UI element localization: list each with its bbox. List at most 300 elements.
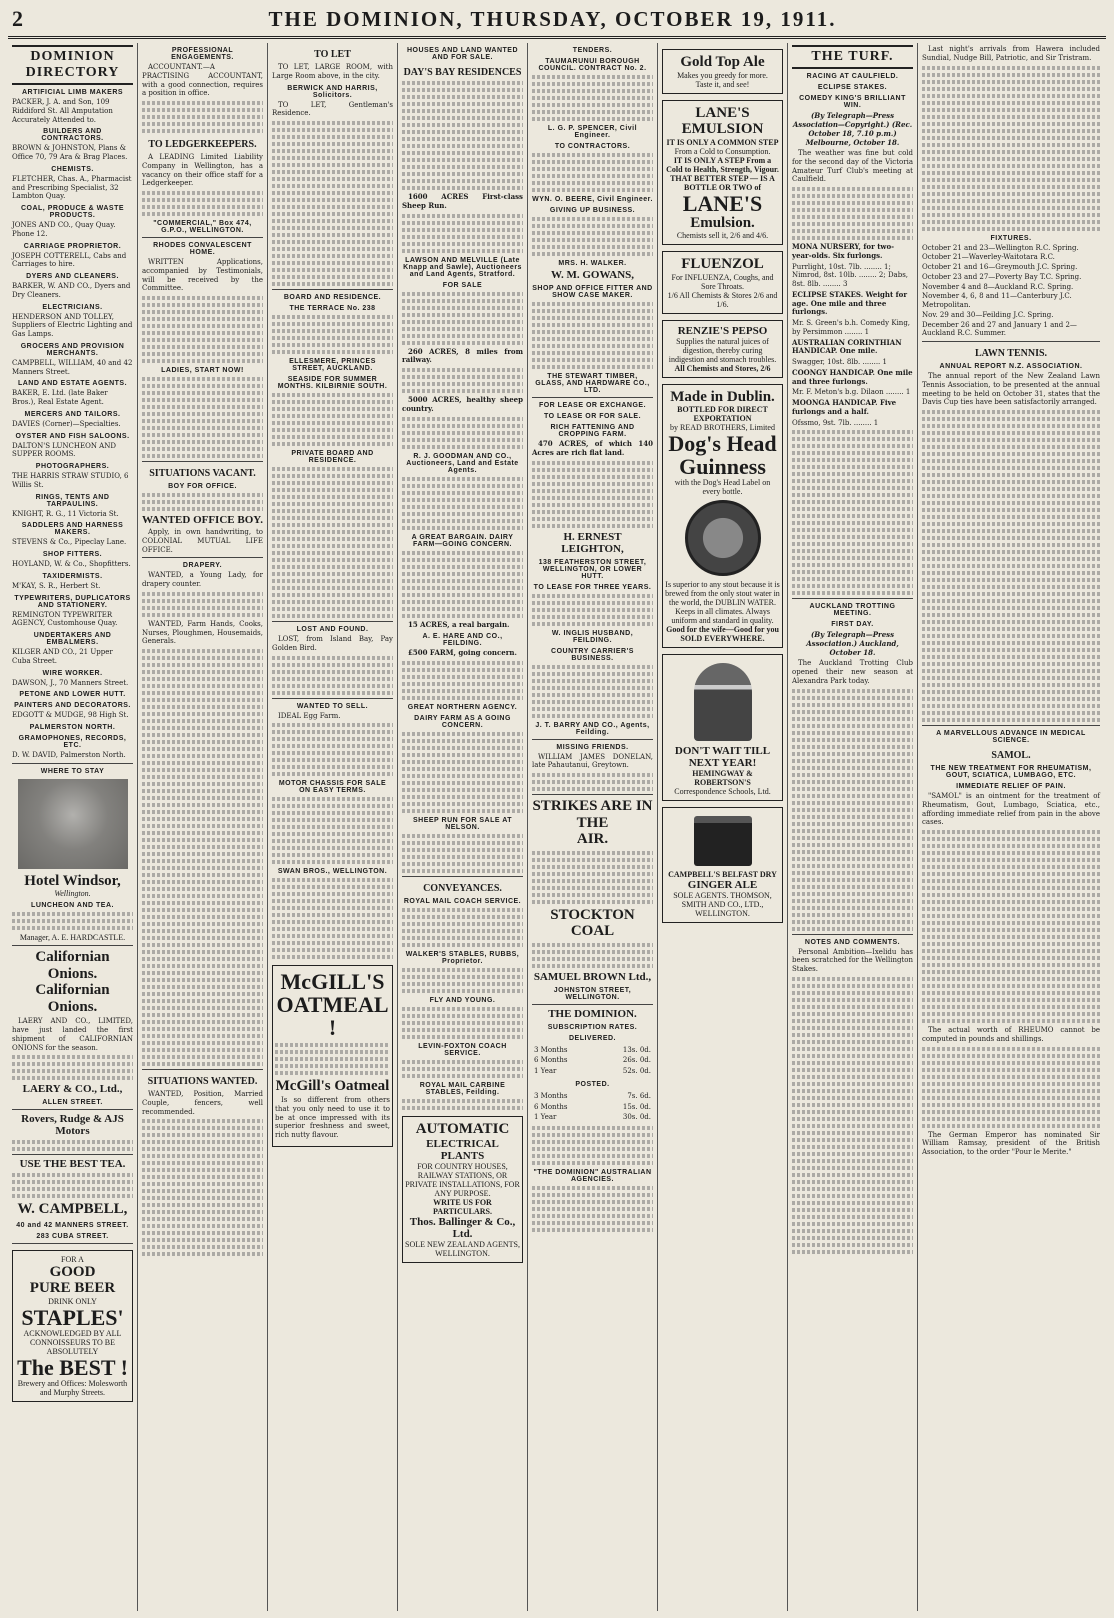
farm-hands-ad: WANTED, Farm Hands, Cooks, Nurses, Ploughmen, Housemaids, Generals.: [142, 619, 263, 646]
column-tenders: [528, 43, 658, 1611]
missing-friends-heading: MISSING FRIENDS.: [556, 743, 629, 751]
directory-section-heading: GRAMOPHONES, RECORDS, ETC.: [18, 735, 127, 749]
text-lines: [532, 217, 653, 256]
fixtures-heading: FIXTURES.: [990, 234, 1032, 242]
large-room-ad: TO LET, LARGE ROOM, with Large Room above, in the city.: [272, 63, 393, 80]
carriers-business: COUNTRY CARRIER'S BUSINESS.: [551, 647, 634, 662]
rhodes-heading: RHODES CONVALESCENT HOME.: [153, 242, 252, 256]
column-engagements: [138, 43, 268, 1611]
electrical-line-2: ELECTRICAL PLANTS: [426, 1137, 499, 1162]
divider: [532, 397, 653, 398]
dairy-farm-ad: DAIRY FARM AS A GOING CONCERN.: [414, 715, 511, 729]
column-to-let: [268, 43, 398, 1611]
text-lines: [792, 689, 913, 931]
onions-text: LAERY AND CO., LIMITED, have just landed the first shipment of CALIFORNIAN ONIONS for the season.: [12, 1017, 133, 1052]
directory-section-heading: ARTIFICIAL LIMB MAKERS: [21, 89, 124, 96]
tennis-para: The annual report of the New Zealand Lawn Tennis Association, to be presented at the annual meeting to be held on October 31, states that the Davis Cup ties have been satisfactorily arranged.: [922, 372, 1100, 407]
divider: [12, 763, 133, 764]
text-lines: [532, 1186, 653, 1232]
rovers-title: Rovers, Rudge & AJS Motors: [21, 1113, 124, 1138]
fixture-item: November 4 and 8—Auckland R.C. Spring.: [922, 282, 1074, 291]
tennis-subheading: ANNUAL REPORT N.Z. ASSOCIATION.: [939, 363, 1083, 370]
beer-line-6: ACKNOWLEDGED BY ALL CONNOISSEURS TO BE ABSOLUTELY: [23, 1328, 122, 1356]
lanes-line-4: IT IS ONLY A STEP From a Cold to Health, Strength, Vigour.: [666, 155, 779, 174]
fly-and-young: FLY AND YOUNG.: [429, 997, 496, 1004]
divider: [922, 341, 1100, 342]
lanes-line-7: Emulsion.: [690, 214, 755, 231]
lanes-line-5: THAT BETTER STEP — IS A BOTTLE OR TWO of: [670, 173, 775, 192]
race-detail: Purrlight, 10st. 7lb. ........ 1; Nimrod, 8st. 10lb. ........ 2; Dabs, 8st. 8lb. ........ 3: [792, 262, 909, 288]
directory-entry: CAMPBELL, WILLIAM, 40 and 42 Manners Street.: [12, 358, 133, 376]
lanes-line-1: LANE'S EMULSION: [681, 104, 764, 137]
oatmeal-line-2: OATMEAL !: [276, 992, 389, 1041]
directory-section-heading: BUILDERS AND CONTRACTORS.: [41, 128, 104, 143]
text-lines: [142, 592, 263, 617]
divider: [532, 739, 653, 740]
beer-line-3: PURE BEER: [29, 1280, 116, 1297]
tea-address-2: 283 CUBA STREET.: [36, 1232, 109, 1240]
residence-ad: TO LET, Gentleman's Residence.: [272, 100, 393, 118]
race-detail: Mr. F. Meton's b.g. Dilaon ........ 1: [792, 388, 911, 397]
500-farm-ad: £500 FARM, going concern.: [408, 648, 517, 658]
page-number: 2: [12, 6, 23, 31]
staples-beer-ad: [12, 1250, 133, 1402]
onions-title-2: Californian Onions.: [35, 982, 110, 1015]
leighton-address: 138 FEATHERSTON STREET, WELLINGTON, OR LOWER HUTT.: [538, 558, 647, 580]
private-board: PRIVATE BOARD AND RESIDENCE.: [291, 450, 374, 464]
pepso-line-3: All Chemists and Stores, 2/6: [674, 363, 771, 373]
great-bargain: A GREAT BARGAIN. DAIRY FARM—GOING CONCERN.: [411, 533, 514, 548]
ledgerkeepers-ad: A LEADING Limited Liability Company in Wellington, has a vacancy on their office staff for a Ledgerkeeper.: [142, 153, 263, 188]
conveyances-heading: CONVEYANCES.: [423, 883, 502, 894]
text-lines: [402, 81, 523, 190]
tenders-heading: TENDERS.: [572, 47, 613, 54]
divider: [142, 557, 263, 558]
guinness-line-5: Guinness: [679, 454, 766, 480]
rates-delivered: DELIVERED.: [568, 1034, 616, 1042]
fluenzol-ad: [662, 251, 783, 314]
directory-entry: THE HARRIS STRAW STUDIO, 6 Willis St.: [12, 472, 129, 489]
walkers-stables: WALKER'S STABLES, RUBBS, Proprietor.: [405, 951, 520, 965]
rovers-text-lines: [12, 1140, 133, 1151]
arrivals-para: Last night's arrivals from Hawera included Sundial, Nudge Bill, Patriotic, and Sir Tristram.: [922, 45, 1100, 62]
electrical-plants-ad: [402, 1116, 523, 1263]
trotting-heading: AUCKLAND TROTTING MEETING.: [809, 603, 896, 618]
text-lines: [142, 493, 263, 511]
text-lines: [532, 665, 653, 718]
directory-section-heading: UNDERTAKERS AND EMBALMERS.: [33, 632, 112, 646]
text-lines: [402, 1099, 523, 1110]
seaside-ad: SEASIDE FOR SUMMER MONTHS. KILBIRNIE SOUTH.: [277, 376, 388, 390]
directory-entry: HOYLAND, W. & Co., Shopfitters.: [12, 560, 131, 568]
situations-wanted-heading: SITUATIONS WANTED.: [147, 1076, 258, 1087]
rate-period: 1 Year: [534, 1113, 557, 1122]
sheep-run-ad: 1600 ACRES First-class Sheep Run.: [402, 192, 523, 210]
beer-line-7: The BEST !: [17, 1354, 128, 1380]
guinness-line-2: BOTTLED FOR DIRECT EXPORTATION: [677, 405, 768, 424]
directory-sections: [12, 89, 133, 760]
gold-top-line-1: Gold Top Ale: [680, 54, 765, 70]
lanes-line-3: From a Cold to Consumption.: [674, 146, 771, 156]
tea-firm: W. CAMPBELL,: [17, 1201, 128, 1218]
divider: [792, 598, 913, 599]
fixture-item: October 21 and 23—Wellington R.C. Spring.: [922, 243, 1079, 252]
rate-row: [532, 1112, 653, 1123]
dateline: (By Telegraph—Press Association—Copyright.) (Rec. October 18, 7.10 p.m.) Melbourne, October 18.: [792, 111, 913, 147]
divider: [532, 1004, 653, 1005]
ellesmere: ELLESMERE, PRINCES STREET, AUCKLAND.: [289, 358, 376, 372]
directory-entry: BROWN & JOHNSTON, Plans & Office 70, 79 Ara & Brag Places.: [12, 144, 128, 161]
office-boy-apply: Apply, in own handwriting, to COLONIAL MUTUAL LIFE OFFICE.: [142, 528, 263, 554]
rate-amount: 7s. 6d.: [627, 1091, 651, 1100]
lanes-line-8: Chemists sell it, 2/6 and 4/6.: [676, 231, 769, 241]
board-residence-heading: BOARD AND RESIDENCE.: [283, 294, 382, 301]
pepso-line-1: RENZIE'S PEPSO: [677, 324, 768, 337]
stewart-timber: THE STEWART TIMBER, GLASS, AND HARDWARE CO., LTD.: [535, 373, 650, 394]
text-lines: [402, 477, 523, 530]
drapery-heading: DRAPERY.: [182, 562, 223, 570]
rate-period: 6 Months: [534, 1102, 568, 1111]
directory-section-heading: OYSTER AND FISH SALOONS.: [15, 432, 130, 440]
text-lines: [272, 393, 393, 446]
spencer: L. G. P. SPENCER, Civil Engineer.: [547, 125, 638, 139]
to-contractors: TO CONTRACTORS.: [554, 143, 631, 150]
royal-mail-coach: ROYAL MAIL COACH SERVICE.: [403, 898, 522, 905]
text-lines: [792, 977, 913, 1254]
closing-para: The German Emperor has nominated Sir William Ramsay, president of the British Association, to the order "Pour le Merite.": [922, 1130, 1100, 1156]
hare-co: A. E. HARE AND CO., FEILDING.: [422, 633, 503, 648]
directory-section-heading: TAXIDERMISTS.: [42, 572, 103, 580]
text-lines: [532, 943, 653, 968]
text-lines: [922, 830, 1100, 1023]
fixture-item: November 4, 6, 8 and 11—Canterbury J.C. Metropolitan.: [922, 292, 1072, 309]
text-lines: [272, 467, 393, 618]
beer-line-4: DRINK ONLY: [48, 1296, 97, 1306]
rhodes-ad: WRITTEN Applications, accompanied by Testimonials, will be received by the Committee.: [142, 258, 263, 293]
directory-entry: PACKER, J. A. and Son, 109 Riddiford St. All Amputation Accurately Attended to.: [12, 98, 113, 124]
divider: [12, 1243, 133, 1244]
hotel-name: Hotel Windsor,: [24, 872, 121, 889]
dog-head-label-icon: [685, 500, 761, 576]
goodman-co: R. J. GOODMAN AND CO., Auctioneers, Land and Estate Agents.: [406, 452, 519, 474]
text-lines: [402, 368, 523, 393]
text-lines: [142, 649, 263, 1066]
divider: [12, 1154, 133, 1155]
column-houses-land: [398, 43, 528, 1611]
ginger-line-1: CAMPBELL'S BELFAST DRY: [668, 870, 777, 880]
text-lines: [402, 661, 523, 700]
divider: [142, 461, 263, 462]
oatmeal-line-3: McGill's Oatmeal: [275, 1077, 390, 1094]
text-lines: [142, 191, 263, 216]
text-lines: [402, 1007, 523, 1039]
levin-foxton: LEVIN-FOXTON COACH SERVICE.: [418, 1043, 507, 1057]
gold-top-ale-ad: [662, 49, 783, 94]
situations-wanted-ad: WANTED, Position, Married Couple, fencers, well recommended.: [142, 1090, 263, 1116]
text-lines: [272, 797, 393, 864]
text-lines: [922, 1047, 1100, 1128]
situations-vacant-heading: SITUATIONS VACANT.: [149, 468, 256, 479]
lanes-emulsion-ad: [662, 100, 783, 246]
turf-heading: THE TURF.: [792, 45, 913, 69]
directory-section-heading: SADDLERS AND HARNESS MAKERS.: [21, 522, 124, 537]
strikes-line-1: STRIKES ARE IN THE: [532, 798, 653, 831]
electrical-line-3: FOR COUNTRY HOUSES, RAILWAY STATIONS, OR PRIVATE INSTALLATIONS, FOR ANY PURPOSE.: [405, 1161, 520, 1198]
lanes-line-6: LANE'S: [682, 190, 763, 216]
divider: [12, 945, 133, 946]
text-lines: [532, 851, 653, 904]
ginger-line-2: GINGER ALE: [687, 879, 758, 892]
professional-heading: PROFESSIONAL ENGAGEMENTS.: [171, 47, 234, 61]
beer-line-8: Brewery and Offices: Molesworth and Murphy Streets.: [17, 1378, 128, 1397]
470-acres: 470 ACRES, of which 140 Acres are rich flat land.: [532, 439, 653, 457]
fixture-item: October 23 and 27—Poverty Bay T.C. Spring.: [922, 272, 1082, 281]
masthead: [8, 6, 1106, 39]
three-years: TO LEASE FOR THREE YEARS.: [533, 583, 652, 591]
stockton-coal: STOCKTON COAL: [550, 906, 635, 939]
rate-amount: 30s. 0d.: [622, 1113, 651, 1122]
drapery-ad: WANTED, a Young Lady, for drapery counter.: [142, 571, 263, 588]
text-lines: [532, 75, 653, 121]
rates-title: THE DOMINION.: [548, 1007, 637, 1020]
text-lines: [272, 723, 393, 776]
beer-line-5: STAPLES': [21, 1304, 124, 1330]
gold-top-line-2: Makes you greedy for more.: [677, 70, 768, 80]
race-detail: Mr. S. Green's b.h. Comedy King, by Persimmon ........ 1: [792, 319, 911, 336]
lease-exchange-heading: FOR LEASE OR EXCHANGE.: [538, 402, 647, 409]
trotting-dateline: (By Telegraph—Press Association.) Auckland, October 18.: [806, 630, 899, 658]
school-line-2: HEMINGWAY & ROBERTSON'S: [692, 769, 753, 788]
text-lines: [402, 551, 523, 618]
hotel-place: Wellington.: [54, 889, 91, 899]
barry-co: J. T. BARRY AND CO., Agents, Feilding.: [535, 721, 650, 736]
tennis-heading: LAWN TENNIS.: [974, 348, 1048, 359]
rate-amount: 13s. 0d.: [622, 1045, 651, 1054]
egg-farm-ad: IDEAL Egg Farm.: [278, 711, 341, 720]
fixture-item: October 21 and 16—Greymouth J.C. Spring.: [922, 263, 1078, 271]
donelan: WILLIAM JAMES DONELAN, late Pahautanui, Greytown.: [532, 752, 653, 770]
race-name: COONGY HANDICAP. One mile and three furlongs.: [792, 367, 913, 386]
lost-ad: LOST, from Island Bay, Pay Golden Bird.: [272, 635, 393, 652]
divider: [272, 621, 393, 622]
swan-bros: SWAN BROS., WELLINGTON.: [277, 868, 388, 876]
text-lines: [275, 1043, 390, 1075]
rate-row: [532, 1045, 653, 1056]
directory-entry: DAVIES (Corner)—Specialties.: [12, 419, 121, 428]
text-lines: [402, 834, 523, 873]
rich-farm: RICH FATTENING AND CROPPING FARM.: [550, 424, 635, 438]
guinness-ad: [662, 384, 783, 649]
hotel-lines: LUNCHEON AND TEA.: [31, 902, 114, 910]
man-illustration: [694, 663, 752, 741]
pepso-line-2: Supplies the natural juices of digestion, thereby curing indigestion and stomach troubles.: [668, 336, 777, 364]
hotel-manager: Manager, A. E. HARDCASTLE.: [19, 933, 126, 943]
advance-heading: A MARVELLOUS ADVANCE IN MEDICAL SCIENCE.: [936, 730, 1086, 744]
rate-period: 3 Months: [534, 1045, 568, 1054]
directory-section-heading: ELECTRICIANS.: [42, 303, 103, 311]
ladies-heading: LADIES, START NOW!: [161, 367, 244, 374]
directory-section-heading: GROCERS AND PROVISION MERCHANTS.: [20, 342, 125, 357]
comedy-king-heading: COMEDY KING'S BRILLIANT WIN.: [799, 95, 906, 109]
directory-entry: D. W. DAVID, Palmerston North.: [12, 751, 126, 759]
paper-title: THE DOMINION, THURSDAY, OCTOBER 19, 1911.: [268, 7, 837, 31]
column-sport-medical: [918, 43, 1104, 1611]
divider: [272, 289, 393, 290]
samol-subheading-2: IMMEDIATE RELIEF OF PAIN.: [956, 783, 1066, 790]
ginger-ale-ad: [662, 807, 783, 923]
text-lines: [402, 968, 523, 993]
fixture-item: Nov. 29 and 30—Feilding J.C. Spring.: [922, 310, 1054, 319]
hotel-where-to-stay: WHERE TO STAY: [40, 767, 105, 775]
hotel-text-lines: [12, 912, 133, 930]
guinness-line-1: Made in Dublin.: [670, 388, 775, 405]
mrs-walker: MRS. H. WALKER.: [558, 260, 627, 267]
guinness-line-7: Is superior to any stout because it is brewed from the only stout water in the world, the DUBLIN WATER.: [665, 580, 780, 608]
mcgills-oatmeal-ad: [272, 965, 393, 1147]
rate-period: 3 Months: [534, 1091, 568, 1100]
tea-address-1: 40 and 42 MANNERS STREET.: [16, 1221, 129, 1229]
race-name: AUSTRALIAN CORINTHIAN HANDICAP. One mile.: [792, 337, 902, 356]
lost-found-heading: LOST AND FOUND.: [296, 626, 369, 633]
berwick-harris: BERWICK AND HARRIS, Solicitors.: [287, 84, 378, 99]
directory-section-heading: PETONE AND LOWER HUTT.: [19, 691, 126, 699]
giving-up-business: GIVING UP BUSINESS.: [549, 207, 636, 214]
beere: WYN. O. BEERE, Civil Engineer.: [532, 196, 653, 203]
race-detail: Ofssmo, 9st. 7lb. ........ 1: [792, 418, 879, 427]
directory-section-heading: COAL, PRODUCE & WASTE PRODUCTS.: [20, 205, 125, 219]
directory-heading: DOMINION DIRECTORY: [12, 45, 133, 85]
samuel-address: JOHNSTON STREET, WELLINGTON.: [553, 986, 632, 1001]
notes-heading: NOTES AND COMMENTS.: [804, 938, 901, 946]
text-lines: [272, 656, 393, 695]
ledgerkeepers-address: "COMMERCIAL," Box 474, G.P.O., WELLINGTON.: [153, 220, 252, 234]
race-name: ECLIPSE STAKES. Weight for age. One mile and three furlongs.: [792, 289, 908, 317]
text-lines: [402, 214, 523, 253]
directory-section-heading: LAND AND ESTATE AGENTS.: [17, 380, 128, 388]
directory-section-heading: CHEMISTS.: [51, 165, 94, 173]
directory-section-heading: DYERS AND CLEANERS.: [26, 273, 119, 280]
race-name: MONA NURSERY, for two-year-olds. Six furlongs.: [792, 242, 895, 260]
rates-subtitle: SUBSCRIPTION RATES.: [547, 1023, 638, 1031]
directory-entry: JOSEPH COTTERELL, Cabs and Carriages to hire.: [12, 251, 127, 269]
great-northern: GREAT NORTHERN AGENCY.: [407, 704, 518, 711]
onions-firm: LAERY & CO., Ltd.,: [22, 1083, 123, 1096]
5000-acres-ad: 5000 ACRES, healthy sheep country.: [402, 395, 523, 413]
electrical-line-5: Thos. Ballinger & Co., Ltd.: [409, 1215, 516, 1240]
school-line-3: Correspondence Schools, Ltd.: [674, 787, 771, 797]
text-lines: [272, 121, 393, 286]
guinness-line-8: Keeps in all climates. Always uniform and standard in quality.: [671, 607, 774, 626]
column-turf: [788, 43, 918, 1611]
husband: W. INGLIS HUSBAND, FEILDING.: [551, 629, 634, 644]
rate-row: [532, 1102, 653, 1113]
directory-section-heading: TYPEWRITERS, DUPLICATORS AND STATIONERY.: [14, 594, 131, 609]
15-acres-ad: 15 ACRES, a real bargain.: [408, 619, 510, 629]
taumarunui: TAUMARUNUI BOROUGH COUNCIL. CONTRACT No. 2.: [538, 58, 647, 72]
directory-entry: M'KAY, S. R., Herbert St.: [12, 581, 101, 590]
eclipse-heading: ECLIPSE STAKES.: [817, 84, 888, 91]
text-lines: [402, 292, 523, 345]
text-lines: [532, 1126, 653, 1165]
days-bay-heading: DAY'S BAY RESIDENCES: [403, 67, 522, 78]
electrical-line-4: WRITE US FOR PARTICULARS.: [433, 1197, 492, 1216]
office-boy-ad: WANTED OFFICE BOY.: [142, 514, 263, 526]
rate-amount: 52s. 0d.: [622, 1067, 651, 1075]
onions-title-1: Californian Onions.: [35, 949, 110, 982]
directory-section-heading: WIRE WORKER.: [42, 669, 103, 677]
lawson-melville: LAWSON AND MELVILLE (Late Knapp and Sawle), Auctioneers and Land Agents, Stratford.: [403, 256, 522, 278]
text-lines: [142, 296, 263, 363]
guinness-line-6: with the Dog's Head Label on every bottle.: [674, 478, 771, 497]
text-lines: [922, 410, 1100, 722]
directory-entry: BAKER, E. Ltd. (late Baker Bros.), Real Estate Agent.: [12, 389, 108, 406]
guinness-line-4: Dog's Head: [668, 431, 777, 457]
hotel-illustration: [18, 779, 128, 869]
guinness-line-9: Good for the wife—Good for you: [666, 625, 779, 635]
motor-chassis-ad: MOTOR CHASSIS FOR SALE ON EASY TERMS.: [278, 780, 387, 795]
directory-entry: STEVENS & Co., Pipeclay Lane.: [12, 538, 127, 547]
text-lines: [272, 878, 393, 959]
rate-row: [532, 1091, 653, 1102]
directory-entry: FLETCHER, Chas. A., Pharmacist and Prescribing Specialist, 32 Lambton Quay.: [12, 174, 132, 201]
guinness-line-3: by READ BROTHERS, Limited: [670, 423, 775, 433]
directory-entry: DALTON'S LUNCHEON AND SUPPER ROOMS.: [12, 441, 116, 459]
fluenzol-line-1: FLUENZOL: [681, 256, 764, 273]
divider: [12, 1109, 133, 1110]
fluenzol-line-2: For INFLUENZA, Coughs, and Sore Throats.: [671, 272, 774, 291]
oatmeal-line-4: Is so different from others that you only need to use it to be at once impressed with its superior freshness and sweet, rich nutty flavour.: [275, 1096, 390, 1140]
directory-entry: EDGOTT & MUDGE, 98 High St.: [12, 711, 129, 720]
rates-posted-table: [532, 1091, 653, 1123]
260-acres-ad: 260 ACRES, 8 miles from railway.: [402, 346, 523, 365]
samuel-brown: SAMUEL BROWN Ltd.,: [533, 970, 652, 983]
caulfield-heading: RACING AT CAULFIELD.: [806, 73, 899, 80]
directory-section-heading: CARRIAGE PROPRIETOR.: [23, 242, 122, 250]
divider: [792, 934, 913, 935]
column-ads: [658, 43, 788, 1611]
directory-entry: HENDERSON AND TOLLEY, Suppliers of Electric Lighting and Gas Lamps.: [12, 312, 133, 338]
carbine-stables: ROYAL MAIL CARBINE STABLES, Feilding.: [419, 1082, 506, 1096]
shop-fitter: SHOP AND OFFICE FITTER AND SHOW CASE MAKER.: [532, 285, 653, 299]
ginger-line-3: SOLE AGENTS. THOMSON, SMITH AND CO., LTD., WELLINGTON.: [673, 891, 772, 919]
divider: [922, 725, 1100, 726]
race-name: MOONGA HANDICAP. Five furlongs and a half.: [792, 398, 897, 416]
rates-posted: POSTED.: [575, 1080, 610, 1088]
divider: [402, 876, 523, 877]
directory-section-heading: PAINTERS AND DECORATORS.: [14, 702, 131, 710]
fluenzol-line-3: 1/6 All Chemists & Stores 2/6 and 1/6.: [667, 290, 778, 309]
australian-agencies: "THE DOMINION" AUSTRALIAN AGENCIES.: [533, 1169, 652, 1183]
directory-entry: KNIGHT, R. G., 11 Victoria St.: [12, 509, 119, 518]
ginger-ale-label-icon: [694, 816, 752, 866]
guinness-line-10: SOLD EVERYWHERE.: [680, 634, 765, 644]
tea-text-lines: [12, 1173, 133, 1198]
to-lease-or-sale: TO LEASE OR FOR SALE.: [543, 413, 642, 420]
onions-address: ALLEN STREET.: [42, 1099, 103, 1107]
text-lines: [142, 101, 263, 133]
for-sale-heading: FOR SALE: [442, 281, 483, 289]
wanted-to-sell-heading: WANTED TO SELL.: [296, 702, 369, 710]
text-lines: [532, 461, 653, 528]
rate-row: [532, 1066, 653, 1077]
ledgerkeepers-heading: TO LEDGERKEEPERS.: [148, 139, 257, 150]
rate-amount: 26s. 0d.: [622, 1056, 651, 1065]
rate-period: 1 Year: [534, 1067, 557, 1075]
to-let-heading: TO LET: [314, 49, 351, 60]
race-results: [792, 243, 913, 427]
first-day: FIRST DAY.: [831, 621, 874, 629]
the-terrace: THE TERRACE No. 238: [289, 305, 376, 312]
